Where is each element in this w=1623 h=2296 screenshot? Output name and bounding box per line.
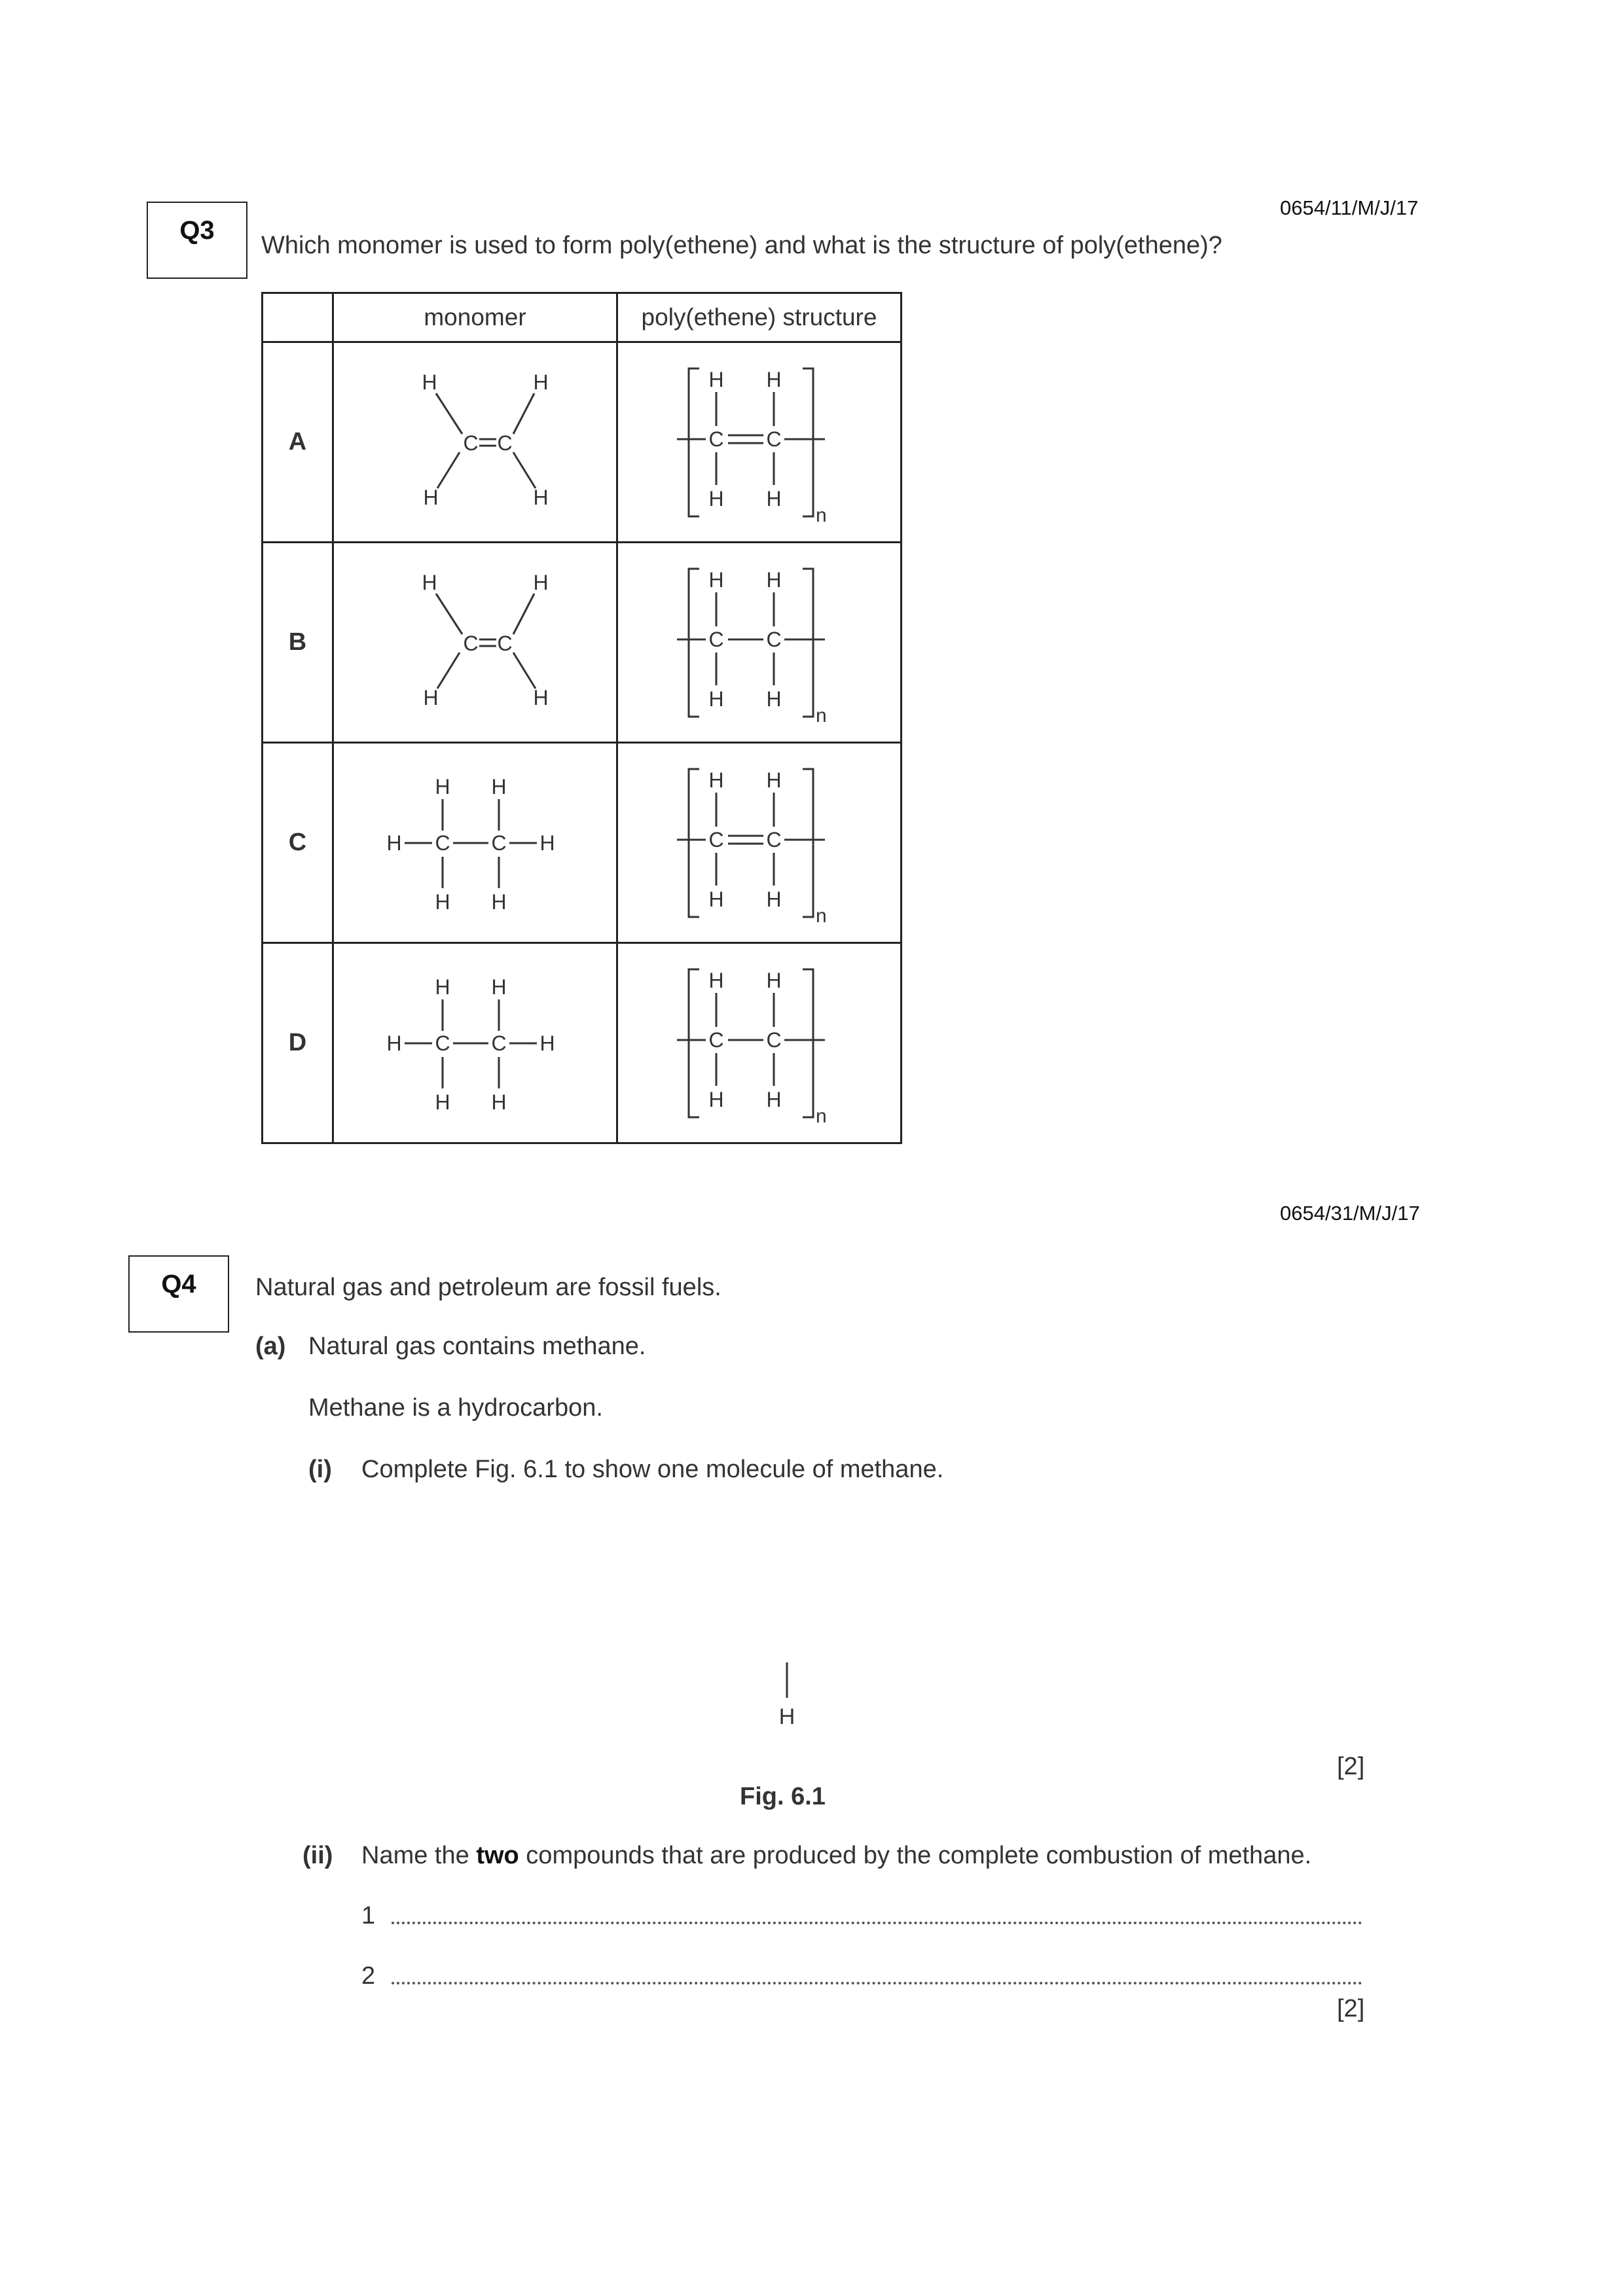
svg-text:H: H (421, 570, 437, 594)
svg-text:C: C (708, 1028, 724, 1052)
q3-options-table (261, 292, 902, 1144)
option-b-monomer (333, 543, 617, 743)
table-header-row (263, 293, 902, 342)
polyethene-double-bond-icon (674, 354, 845, 531)
option-letter-b[interactable]: B (263, 543, 333, 743)
svg-text:C: C (496, 431, 513, 455)
part-a-text-2: Methane is a hydrocarbon. (308, 1394, 603, 1422)
q3-question-text: Which monomer is used to form poly(ethene) and what is the structure of poly(ethene)? (261, 232, 1222, 259)
svg-text:H: H (765, 968, 782, 992)
svg-text:H: H (532, 370, 549, 394)
svg-text:C: C (765, 1028, 782, 1052)
header-polymer: poly(ethene) structure (617, 293, 902, 342)
svg-text:H: H (708, 486, 724, 511)
polyethene-single-bond-icon (674, 955, 845, 1132)
svg-text:H: H (765, 367, 782, 391)
part-i-marks: [2] (1337, 1753, 1365, 1780)
option-d-monomer (333, 943, 617, 1143)
part-a-label: (a) (255, 1333, 286, 1360)
part-ii-text: Name the two compounds that are produced by the complete combustion of methane. (361, 1842, 1312, 1869)
svg-text:H: H (434, 1090, 450, 1114)
polyethene-single-bond-icon (674, 554, 845, 731)
option-b-polymer (617, 543, 902, 743)
answer-line-2[interactable] (392, 1982, 1362, 1984)
q3-number-box: Q3 (147, 202, 247, 279)
svg-text:H: H (434, 975, 450, 999)
answer-line-1[interactable] (392, 1922, 1362, 1924)
q4-number-box: Q4 (128, 1255, 229, 1333)
svg-text:C: C (496, 631, 513, 655)
polyethene-double-bond-icon (674, 755, 845, 931)
option-a-polymer (617, 342, 902, 543)
svg-text:C: C (462, 631, 479, 655)
option-a-monomer (333, 342, 617, 543)
svg-text:H: H (765, 768, 782, 792)
svg-text:H: H (539, 831, 555, 855)
option-d-polymer (617, 943, 902, 1143)
svg-text:n: n (815, 504, 827, 526)
svg-text:H: H (386, 1031, 402, 1055)
svg-text:H: H (708, 1087, 724, 1111)
fig-caption: Fig. 6.1 (740, 1783, 826, 1810)
svg-text:H: H (490, 1090, 507, 1114)
svg-text:H: H (434, 889, 450, 914)
svg-text:H: H (490, 774, 507, 798)
svg-text:C: C (462, 431, 479, 455)
q3-paper-reference: 0654/11/M/J/17 (1280, 196, 1419, 219)
svg-text:H: H (708, 367, 724, 391)
svg-text:H: H (765, 1087, 782, 1111)
svg-text:H: H (539, 1031, 555, 1055)
header-empty (263, 293, 333, 342)
svg-text:H: H (708, 567, 724, 592)
svg-text:H: H (532, 570, 549, 594)
svg-text:H: H (532, 485, 549, 509)
svg-text:C: C (708, 827, 724, 852)
svg-text:H: H (422, 685, 439, 709)
svg-text:n: n (815, 704, 827, 726)
svg-text:H: H (490, 889, 507, 914)
svg-text:H: H (765, 687, 782, 711)
svg-text:C: C (765, 427, 782, 451)
option-c-monomer (333, 743, 617, 943)
part-i-text: Complete Fig. 6.1 to show one molecule of methane. (361, 1456, 944, 1483)
header-monomer: monomer (333, 293, 617, 342)
ethane-structure-icon (364, 761, 587, 925)
svg-text:H: H (532, 685, 549, 709)
part-ii-label: (ii) (302, 1842, 333, 1869)
svg-text:H: H (708, 768, 724, 792)
q4-intro-text: Natural gas and petroleum are fossil fuels. (255, 1274, 721, 1301)
svg-text:C: C (490, 831, 507, 855)
svg-text:H: H (434, 774, 450, 798)
methane-partial-structure-icon (767, 1660, 807, 1732)
ethane-structure-icon (364, 961, 587, 1125)
table-row-option-a (263, 342, 902, 543)
svg-text:C: C (765, 827, 782, 852)
svg-text:H: H (765, 887, 782, 911)
fig-hydrogen-atom: H (778, 1704, 795, 1729)
svg-text:H: H (422, 485, 439, 509)
svg-text:H: H (765, 567, 782, 592)
option-c-polymer (617, 743, 902, 943)
svg-text:C: C (708, 427, 724, 451)
option-letter-c[interactable]: C (263, 743, 333, 943)
ethene-structure-icon (377, 361, 574, 524)
part-i-label: (i) (308, 1456, 332, 1483)
svg-text:H: H (708, 968, 724, 992)
svg-text:H: H (490, 975, 507, 999)
option-letter-d[interactable]: D (263, 943, 333, 1143)
svg-text:H: H (765, 486, 782, 511)
table-row-option-b (263, 543, 902, 743)
answer-line-1-number: 1 (361, 1902, 376, 1929)
svg-text:C: C (434, 1031, 450, 1055)
svg-text:H: H (421, 370, 437, 394)
ethene-structure-icon (377, 561, 574, 725)
answer-line-2-number: 2 (361, 1962, 376, 1990)
svg-text:C: C (434, 831, 450, 855)
svg-text:C: C (708, 627, 724, 651)
svg-text:n: n (815, 1105, 827, 1127)
table-row-option-c (263, 743, 902, 943)
svg-text:n: n (815, 905, 827, 927)
table-row-option-d (263, 943, 902, 1143)
q4-paper-reference: 0654/31/M/J/17 (1280, 1202, 1420, 1225)
part-ii-marks: [2] (1337, 1995, 1365, 2022)
svg-text:H: H (708, 887, 724, 911)
part-a-text: Natural gas contains methane. (308, 1333, 646, 1360)
svg-text:C: C (765, 627, 782, 651)
option-letter-a[interactable]: A (263, 342, 333, 543)
svg-text:C: C (490, 1031, 507, 1055)
svg-text:H: H (708, 687, 724, 711)
svg-text:H: H (386, 831, 402, 855)
